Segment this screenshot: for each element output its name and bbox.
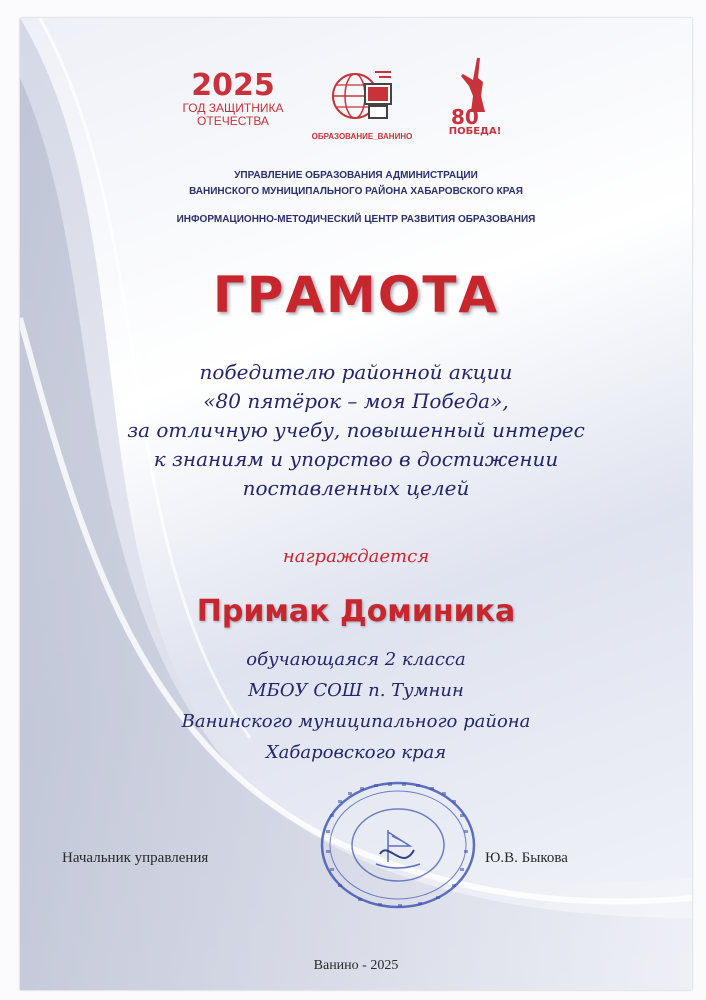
footer-place-year: Ванино - 2025 — [313, 958, 399, 973]
logo-education-vanino — [292, 66, 432, 141]
organization-line-2: ВАНИНСКОГО МУНИЦИПАЛЬНОГО РАЙОНА ХАБАРОВСКОГО КРАЯ — [189, 186, 523, 197]
recipient-detail-line: Ванинского муниципального района — [181, 711, 531, 732]
description-line: победителю районной акции — [199, 360, 513, 384]
logo-education-caption: ОБРАЗОВАНИЕ_ВАНИНО — [311, 132, 413, 141]
recipient-detail-line: МБОУ СОШ п. Тумнин — [248, 680, 464, 701]
awarded-label: награждается — [282, 546, 430, 567]
description-line: «80 пятёрок – моя Победа», — [203, 389, 509, 413]
award-description — [20, 358, 692, 503]
logo-year-of-defender — [168, 70, 298, 128]
recipient-detail-line: Хабаровского края — [265, 742, 447, 763]
logo-80-caption: ПОБЕДА! — [448, 126, 502, 137]
globe-computer-icon — [327, 66, 397, 128]
organization-line-1: УПРАВЛЕНИЕ ОБРАЗОВАНИЯ АДМИНИСТРАЦИИ — [234, 170, 478, 181]
certificate-title: ГРАМОТА — [212, 266, 500, 324]
signature-name: Ю.В. Быкова — [485, 850, 568, 866]
organization-line-3: ИНФОРМАЦИОННО-МЕТОДИЧЕСКИЙ ЦЕНТР РАЗВИТИЯ ОБРАЗОВАНИЯ — [176, 214, 536, 225]
logo-80-number: 80 — [451, 105, 479, 126]
recipient-name: Примак Доминика — [196, 594, 516, 629]
logo-year-line1: ГОД ЗАЩИТНИКА — [182, 101, 284, 115]
description-line: к знаниям и упорство в достижении — [153, 447, 559, 471]
certificate-sheet — [20, 18, 692, 990]
official-seal-stamp — [318, 780, 478, 910]
logo-year-number: 2025 — [191, 68, 275, 103]
motherland-statue-icon — [447, 56, 503, 126]
logo-year-line2: ОТЕЧЕСТВА — [197, 114, 269, 128]
signature-position: Начальник управления — [62, 850, 209, 866]
description-line: за отличную учебу, повышенный интерес — [127, 418, 585, 442]
recipient-detail-line: обучающаяся 2 класса — [246, 649, 466, 670]
description-line: поставленных целей — [242, 476, 470, 500]
logo-80-victory — [440, 56, 510, 137]
recipient-details — [20, 644, 692, 768]
